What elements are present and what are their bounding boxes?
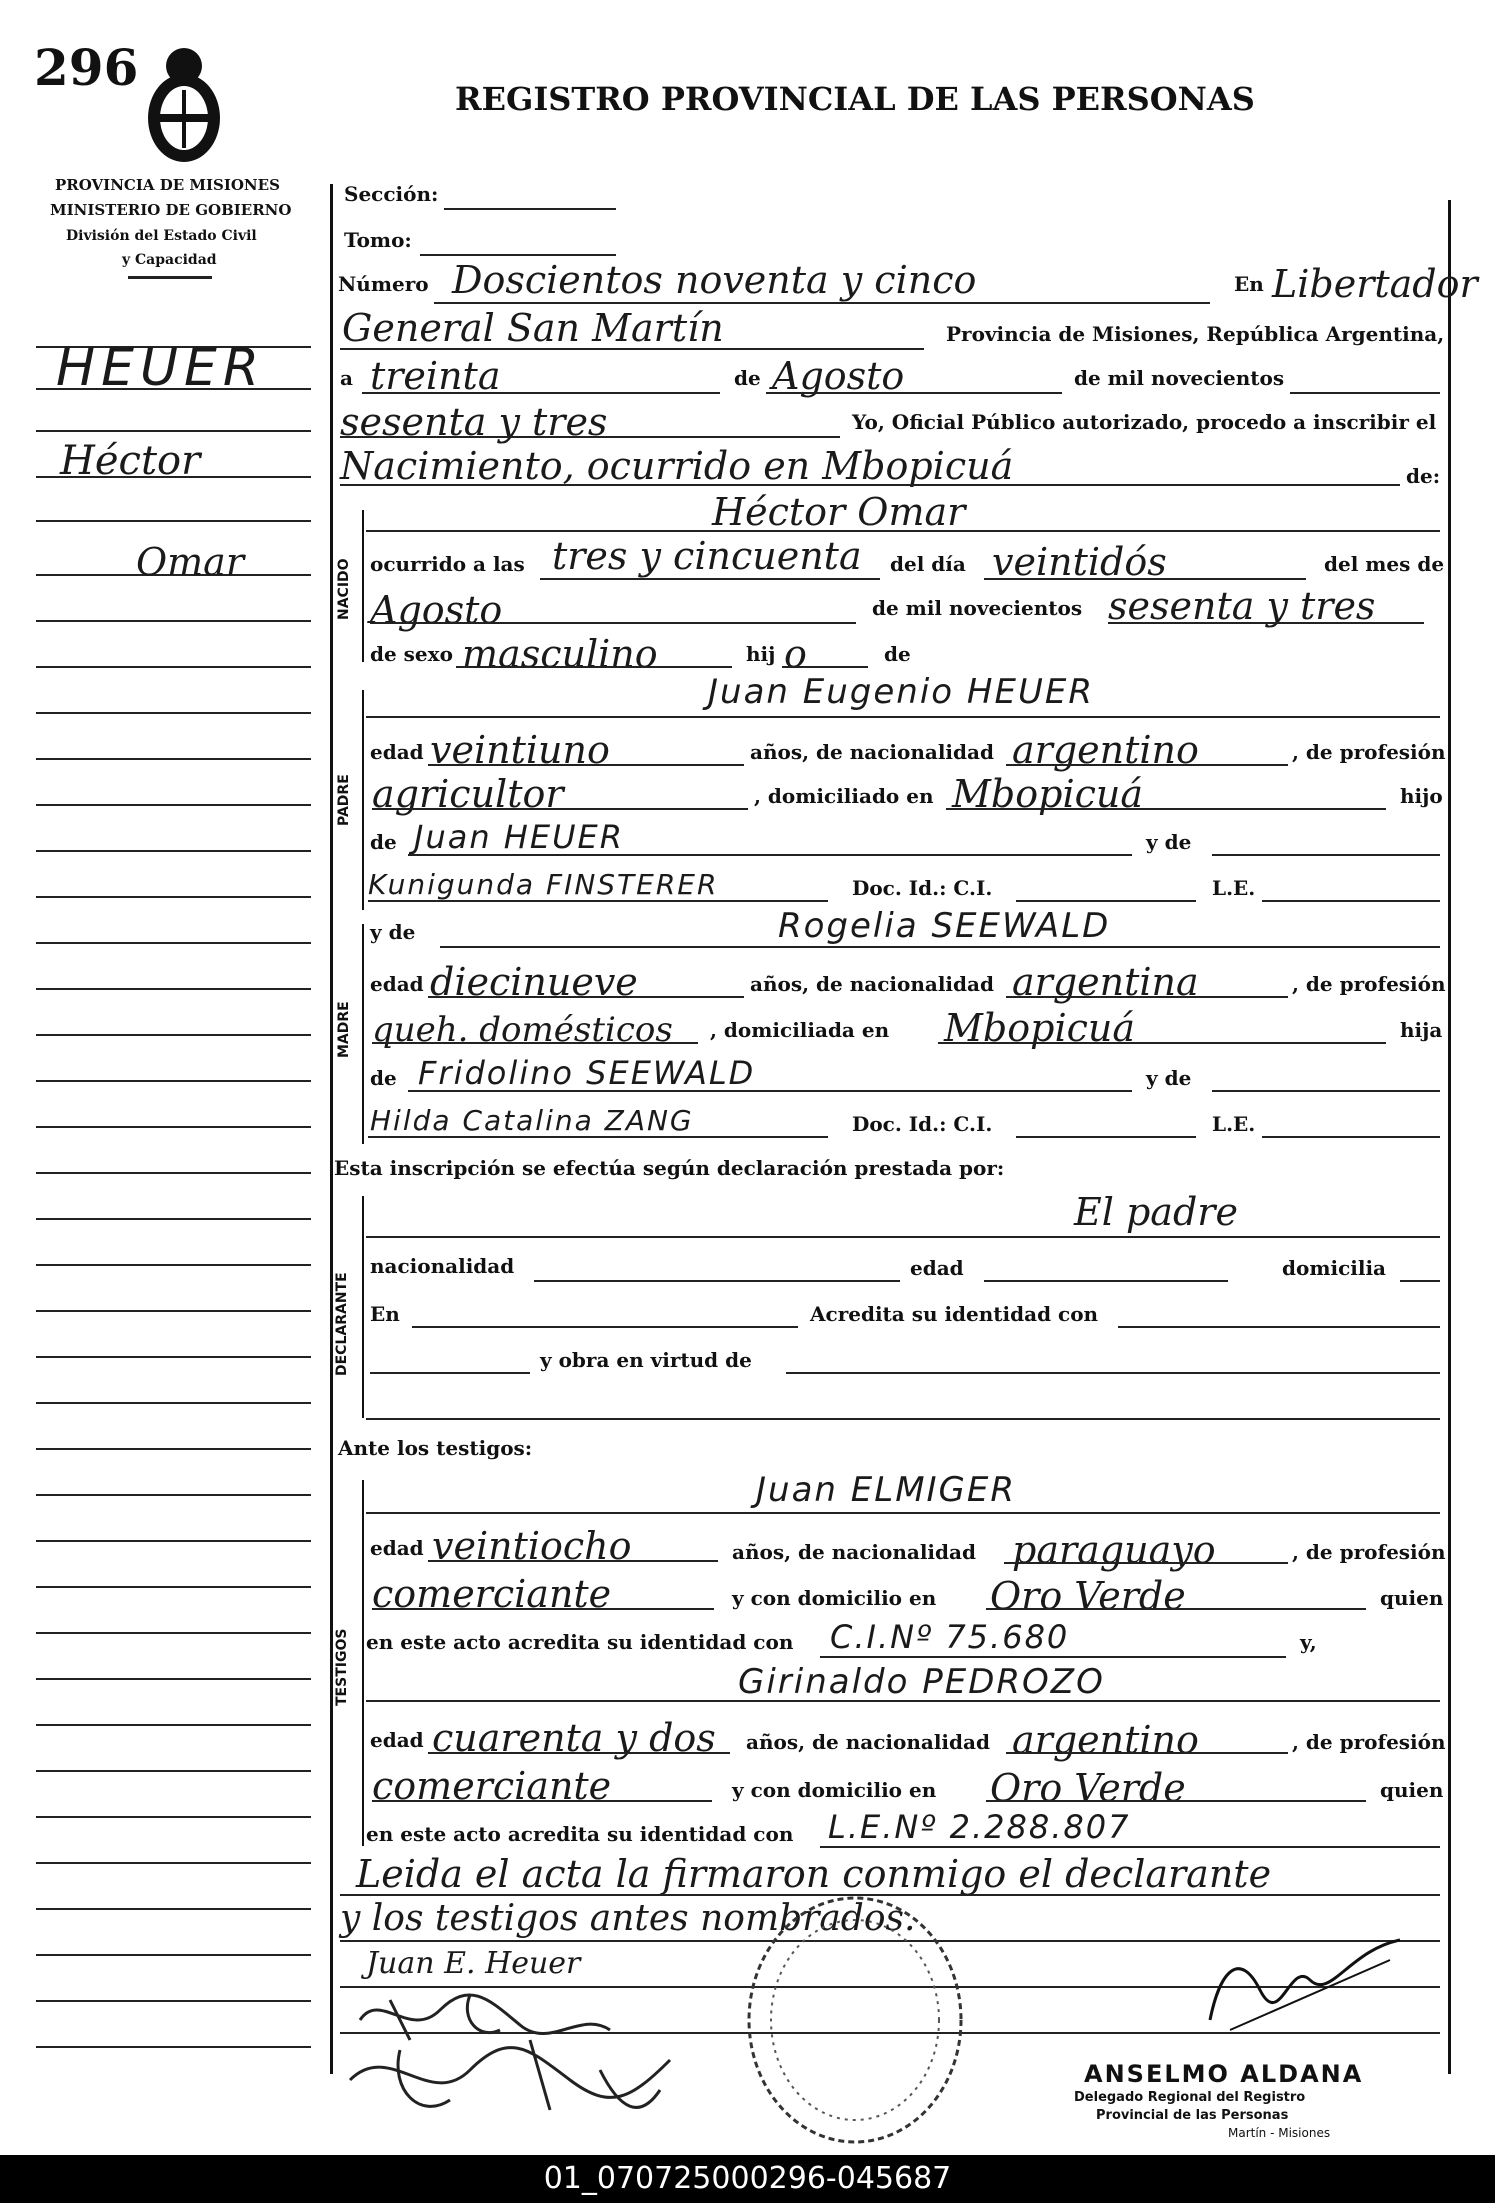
t2-prof-label: , de profesión xyxy=(1292,1730,1446,1754)
en-label: En xyxy=(1234,272,1264,296)
hijo-label: hijo xyxy=(1400,784,1443,808)
padre-nombre: Juan Eugenio HEUER xyxy=(708,672,1094,712)
padre-le-label: L.E. xyxy=(1212,876,1256,900)
seccion-label: Sección: xyxy=(344,182,439,206)
testigo2-nombre: Girinaldo PEDROZO xyxy=(738,1662,1105,1702)
padre-de-label: de xyxy=(370,830,397,854)
t2-quien-label: quien xyxy=(1380,1778,1444,1802)
official-line-3: Martín - Misiones xyxy=(1228,2126,1331,2140)
t1-dom-label: y con domicilio en xyxy=(732,1586,937,1610)
testigo1-edad: veintiocho xyxy=(432,1524,632,1568)
t1-acto-label: en este acto acredita su identidad con xyxy=(366,1630,794,1654)
t2-nac-label: años, de nacionalidad xyxy=(746,1730,990,1754)
hora-value: tres y cincuenta xyxy=(552,534,862,578)
testigo2-dom: Oro Verde xyxy=(990,1766,1186,1810)
madre-dom: Mbopicuá xyxy=(944,1006,1136,1050)
section-declarante: DECLARANTE xyxy=(334,1272,350,1376)
office-line-3: División del Estado Civil xyxy=(66,228,257,244)
madre-de-label: de xyxy=(370,1066,397,1090)
padre-prof: agricultor xyxy=(372,772,564,816)
official-line-2: Provincial de las Personas xyxy=(1096,2108,1289,2123)
anio-value: sesenta y tres xyxy=(340,400,608,444)
section-testigos: TESTIGOS xyxy=(334,1628,350,1706)
decl-acredita-label: Acredita su identidad con xyxy=(810,1302,1099,1326)
t2-edad-label: edad xyxy=(370,1728,424,1752)
page-title: REGISTRO PROVINCIAL DE LAS PERSONAS xyxy=(455,80,1255,118)
declaracion-label: Esta inscripción se efectúa según declaración prestada por: xyxy=(334,1156,1005,1180)
oficial-label: Yo, Oficial Público autorizado, procedo a inscribir el xyxy=(852,410,1437,434)
dia-nac-value: veintidós xyxy=(992,540,1167,584)
signature-witness-2-icon xyxy=(330,2020,690,2134)
a-label: a xyxy=(340,366,353,390)
office-line-4: y Capacidad xyxy=(122,252,217,268)
madre-edad-label: edad xyxy=(370,972,424,996)
padre-nac: argentino xyxy=(1012,728,1199,772)
official-name: ANSELMO ALDANA xyxy=(1084,2060,1364,2088)
testigo1-prof: comerciante xyxy=(372,1572,612,1616)
ante-label: Ante los testigos: xyxy=(338,1436,533,1460)
de-mil-label: de mil novecientos xyxy=(872,596,1083,620)
madre-le-label: L.E. xyxy=(1212,1112,1256,1136)
office-line-1: PROVINCIA DE MISIONES xyxy=(55,176,280,194)
madre-nac-label: años, de nacionalidad xyxy=(750,972,994,996)
t2-dom-label: y con domicilio en xyxy=(732,1778,937,1802)
mil-novecientos-label: de mil novecientos xyxy=(1074,366,1285,390)
decl-dom-label: domicilia xyxy=(1282,1256,1387,1280)
abuelo-materno: Fridolino SEEWALD xyxy=(418,1054,756,1092)
folio-number: 296 xyxy=(34,38,139,97)
t1-prof-label: , de profesión xyxy=(1292,1540,1446,1564)
hij-label: hij xyxy=(746,642,776,666)
padre-edad: veintiuno xyxy=(430,728,610,772)
declarante-value: El padre xyxy=(1074,1190,1238,1234)
hij-value: o xyxy=(784,632,807,676)
t1-y-label: y, xyxy=(1300,1630,1317,1654)
lugar-2: General San Martín xyxy=(342,306,724,350)
t1-edad-label: edad xyxy=(370,1536,424,1560)
testigo2-edad: cuarenta y dos xyxy=(432,1716,716,1760)
testigo2-doc: L.E.Nº 2.288.807 xyxy=(828,1808,1131,1846)
testigo2-nac: argentino xyxy=(1012,1718,1199,1762)
del-mes-label: del mes de xyxy=(1324,552,1445,576)
numero-value: Doscientos noventa y cinco xyxy=(452,258,977,302)
madre-nombre: Rogelia SEEWALD xyxy=(778,906,1111,946)
section-padre: PADRE xyxy=(336,774,352,826)
margin-name-2: Omar xyxy=(136,540,245,584)
padre-edad-label: edad xyxy=(370,740,424,764)
coat-of-arms-icon xyxy=(138,44,230,170)
madre-dom-label: , domiciliada en xyxy=(710,1018,890,1042)
padre-doc-label: Doc. Id.: C.I. xyxy=(852,876,993,900)
hija-label: hija xyxy=(1400,1018,1443,1042)
madre-y-de-label-2: y de xyxy=(1146,1066,1192,1090)
t2-acto-label: en este acto acredita su identidad con xyxy=(366,1822,794,1846)
section-nacido: NACIDO xyxy=(336,558,352,620)
mes-nac-value: Agosto xyxy=(370,588,503,632)
madre-prof: queh. domésticos xyxy=(372,1010,673,1050)
main-left-border xyxy=(330,184,333,2074)
madre-edad: diecinueve xyxy=(430,960,638,1004)
main-right-border xyxy=(1448,200,1451,2074)
madre-y-de-label: y de xyxy=(370,920,416,944)
testigo1-nombre: Juan ELMIGER xyxy=(756,1470,1017,1510)
official-line-1: Delegado Regional del Registro xyxy=(1074,2090,1306,2105)
padre-dom: Mbopicuá xyxy=(952,772,1144,816)
nombre-value: Héctor Omar xyxy=(712,490,966,534)
madre-prof-label: , de profesión xyxy=(1292,972,1446,996)
padre-y-de-label: y de xyxy=(1146,830,1192,854)
abuela-materna: Hilda Catalina ZANG xyxy=(370,1104,694,1137)
margin-name-1: Héctor xyxy=(60,438,201,484)
sexo-value: masculino xyxy=(462,632,658,676)
padre-prof-label: , de profesión xyxy=(1292,740,1446,764)
lugar-1: Libertador xyxy=(1272,262,1478,306)
margin-surname: HEUER xyxy=(56,338,266,398)
inscribir-value: Nacimiento, ocurrido en Mbopicuá xyxy=(340,444,1014,488)
de-label-2: de xyxy=(884,642,911,666)
office-line-2: MINISTERIO DE GOBIERNO xyxy=(50,201,292,219)
decl-en-label: En xyxy=(370,1302,400,1326)
abuelo-paterno: Juan HEUER xyxy=(414,818,624,856)
testigo2-prof: comerciante xyxy=(372,1764,612,1808)
del-dia-label: del día xyxy=(890,552,966,576)
de-sexo-label: de sexo xyxy=(370,642,453,666)
tomo-label: Tomo: xyxy=(344,228,412,252)
padre-dom-label: , domiciliado en xyxy=(754,784,934,808)
t1-quien-label: quien xyxy=(1380,1586,1444,1610)
anio-nac-value: sesenta y tres xyxy=(1108,584,1376,628)
signature-official-icon xyxy=(1200,1930,1410,2044)
provincia-label: Provincia de Misiones, República Argentina, xyxy=(946,322,1445,346)
stamp-seal-icon xyxy=(740,1890,970,2154)
image-id-footer: 01_070725000296-045687 xyxy=(0,2155,1495,2203)
de-label: de xyxy=(734,366,761,390)
abuela-paterna: Kunigunda FINSTERER xyxy=(368,868,719,901)
decl-obra-label: y obra en virtud de xyxy=(540,1348,752,1372)
cierre-linea-1: Leida el acta la firmaron conmigo el declarante xyxy=(356,1852,1272,1896)
cierre-linea-2: y los testigos antes nombrados. xyxy=(340,1898,916,1939)
section-madre: MADRE xyxy=(336,1001,352,1058)
testigo1-nac: paraguayo xyxy=(1012,1528,1216,1572)
madre-doc-label: Doc. Id.: C.I. xyxy=(852,1112,993,1136)
dia-value: treinta xyxy=(370,354,501,398)
numero-label: Número xyxy=(338,272,429,296)
testigo1-dom: Oro Verde xyxy=(990,1574,1186,1618)
ocurrido-label: ocurrido a las xyxy=(370,552,525,576)
decl-edad-label: edad xyxy=(910,1256,964,1280)
testigo1-doc: C.I.Nº 75.680 xyxy=(830,1618,1070,1656)
mes-value: Agosto xyxy=(772,354,905,398)
firma-declarante: Juan E. Heuer xyxy=(366,1946,581,1981)
padre-nac-label: años, de nacionalidad xyxy=(750,740,994,764)
decl-nac-label: nacionalidad xyxy=(370,1254,515,1278)
t1-nac-label: años, de nacionalidad xyxy=(732,1540,976,1564)
de-colon-label: de: xyxy=(1406,464,1441,488)
madre-nac: argentina xyxy=(1012,960,1199,1004)
